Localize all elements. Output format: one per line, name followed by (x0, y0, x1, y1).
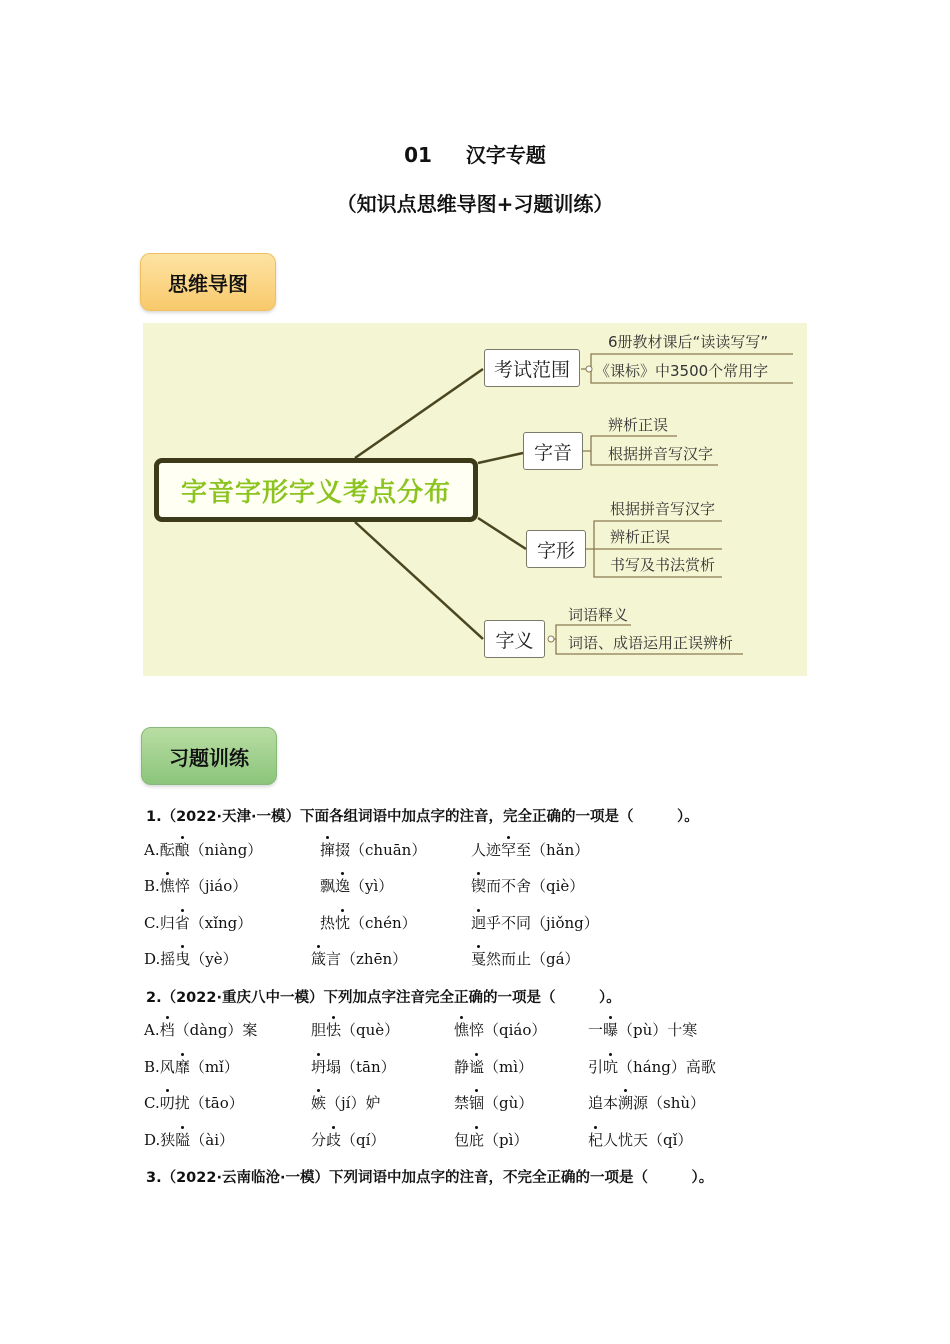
option: 飘逸（yì） (320, 877, 394, 895)
page-subtitle: （知识点思维导图+习题训练） (336, 192, 614, 216)
connector-form (478, 518, 526, 549)
dotted-char: 吭 (603, 1058, 619, 1076)
dotted-char: 憔 (454, 1021, 470, 1039)
mind-map (143, 323, 807, 676)
dotted-char: 锢 (469, 1094, 485, 1112)
option: 追本溯源（shù） (588, 1094, 706, 1112)
option: A.档（dàng）案 (144, 1021, 258, 1039)
exercise-section-badge: 习题训练 (141, 727, 277, 785)
mindmap-section-badge: 思维导图 (140, 253, 276, 311)
branch-sound: 字音 (523, 432, 583, 470)
dotted-char: 溯 (618, 1094, 634, 1112)
leaf-form-calligraphy: 书写及书法赏析 (610, 556, 716, 574)
option: B.风靡（mǐ） (144, 1058, 239, 1076)
dotted-char: 谧 (469, 1058, 485, 1076)
dotted-char: 戛 (471, 950, 487, 968)
option: 杞人忧天（qǐ） (588, 1131, 693, 1149)
dotted-char: 罕 (501, 841, 517, 859)
leaf-textbook: 6册教材课后“读读写写” (608, 333, 769, 351)
option: 静谧（mì） (454, 1058, 534, 1076)
dotted-char: 省 (174, 914, 190, 932)
dotted-char: 锲 (471, 877, 487, 895)
option: 戛然而止（gá） (471, 950, 580, 968)
dotted-char: 酿 (174, 841, 190, 859)
connector-sound (478, 453, 523, 463)
dotted-char: 歧 (326, 1131, 342, 1149)
option: A.酝酿（niàng） (144, 841, 263, 859)
dotted-char: 杞 (588, 1131, 604, 1149)
node-dot (586, 366, 592, 372)
page-title (0, 139, 950, 168)
option: 热忱（chén） (320, 914, 417, 932)
option: 胆怯（què） (311, 1021, 400, 1039)
dotted-char: 坍 (311, 1058, 327, 1076)
leaf-sound-discern: 辨析正误 (608, 416, 669, 434)
dotted-char: 档 (159, 1021, 175, 1039)
dotted-char: 隘 (175, 1131, 191, 1149)
option: 一曝（pù）十寒 (588, 1021, 698, 1039)
option: 撺掇（chuān） (320, 841, 427, 859)
dotted-char: 庇 (469, 1131, 485, 1149)
connector-scope (355, 369, 483, 458)
branch-meaning: 字义 (484, 620, 545, 658)
node-dot (548, 636, 554, 642)
option: 锲而不舍（qiè） (471, 877, 585, 895)
option: 包庇（pì） (454, 1131, 529, 1149)
option: 嫉（jí）妒 (311, 1094, 381, 1112)
branch-exam-scope: 考试范围 (484, 349, 580, 387)
option: B.憔悴（jiáo） (144, 877, 248, 895)
branch-form: 字形 (526, 530, 586, 568)
dotted-char: 撺 (320, 841, 336, 859)
dotted-char: 靡 (174, 1058, 190, 1076)
dotted-char: 逸 (335, 877, 351, 895)
leaf-sound-write: 根据拼音写汉字 (608, 445, 714, 463)
option: 引吭（háng）高歌 (588, 1058, 716, 1076)
dotted-char: 忱 (335, 914, 351, 932)
leaf-form-discern: 辨析正误 (610, 528, 671, 546)
option: 憔悴（qiáo） (454, 1021, 547, 1039)
connector-meaning (355, 522, 483, 639)
dotted-char: 迥 (471, 914, 487, 932)
option: D.狭隘（ài） (144, 1131, 235, 1149)
question-3-stem: 3.（2022·云南临沧·一模）下列词语中加点字的注音，不完全正确的一项是（ ）。 (146, 1170, 714, 1186)
option: 分歧（qí） (311, 1131, 386, 1149)
title-text: 汉字专题 (465, 143, 546, 167)
dotted-char: 曝 (603, 1021, 619, 1039)
option: 箴言（zhēn） (311, 950, 408, 968)
option: 坍塌（tān） (311, 1058, 396, 1076)
option: C.叨扰（tāo） (144, 1094, 244, 1112)
question-1-stem: 1.（2022·天津·一模）下面各组词语中加点字的注音，完全正确的一项是（ ）。 (146, 809, 699, 825)
dotted-char: 怯 (326, 1021, 342, 1039)
option: C.归省（xǐng） (144, 914, 253, 932)
option: D.摇曳（yè） (144, 950, 238, 968)
page-number: 01 (404, 143, 432, 167)
leaf-word-meaning: 词语释义 (568, 606, 629, 624)
mind-map-center: 字音字形字义考点分布 (154, 458, 478, 522)
dotted-char: 憔 (159, 877, 175, 895)
dotted-char: 箴 (311, 950, 327, 968)
leaf-form-write: 根据拼音写汉字 (610, 500, 716, 518)
option: 禁锢（gù） (454, 1094, 534, 1112)
leaf-word-usage: 词语、成语运用正误辨析 (568, 634, 734, 652)
dotted-char: 嫉 (311, 1094, 327, 1112)
leaf-standard: 《课标》中3500个常用字 (595, 362, 769, 380)
option: 迥乎不同（jiǒng） (471, 914, 599, 932)
option: 人迹罕至（hǎn） (471, 841, 590, 859)
dotted-char: 叨 (159, 1094, 175, 1112)
question-2-stem: 2.（2022·重庆八中一模）下列加点字注音完全正确的一项是（ ）。 (146, 990, 621, 1006)
dotted-char: 曳 (175, 950, 191, 968)
